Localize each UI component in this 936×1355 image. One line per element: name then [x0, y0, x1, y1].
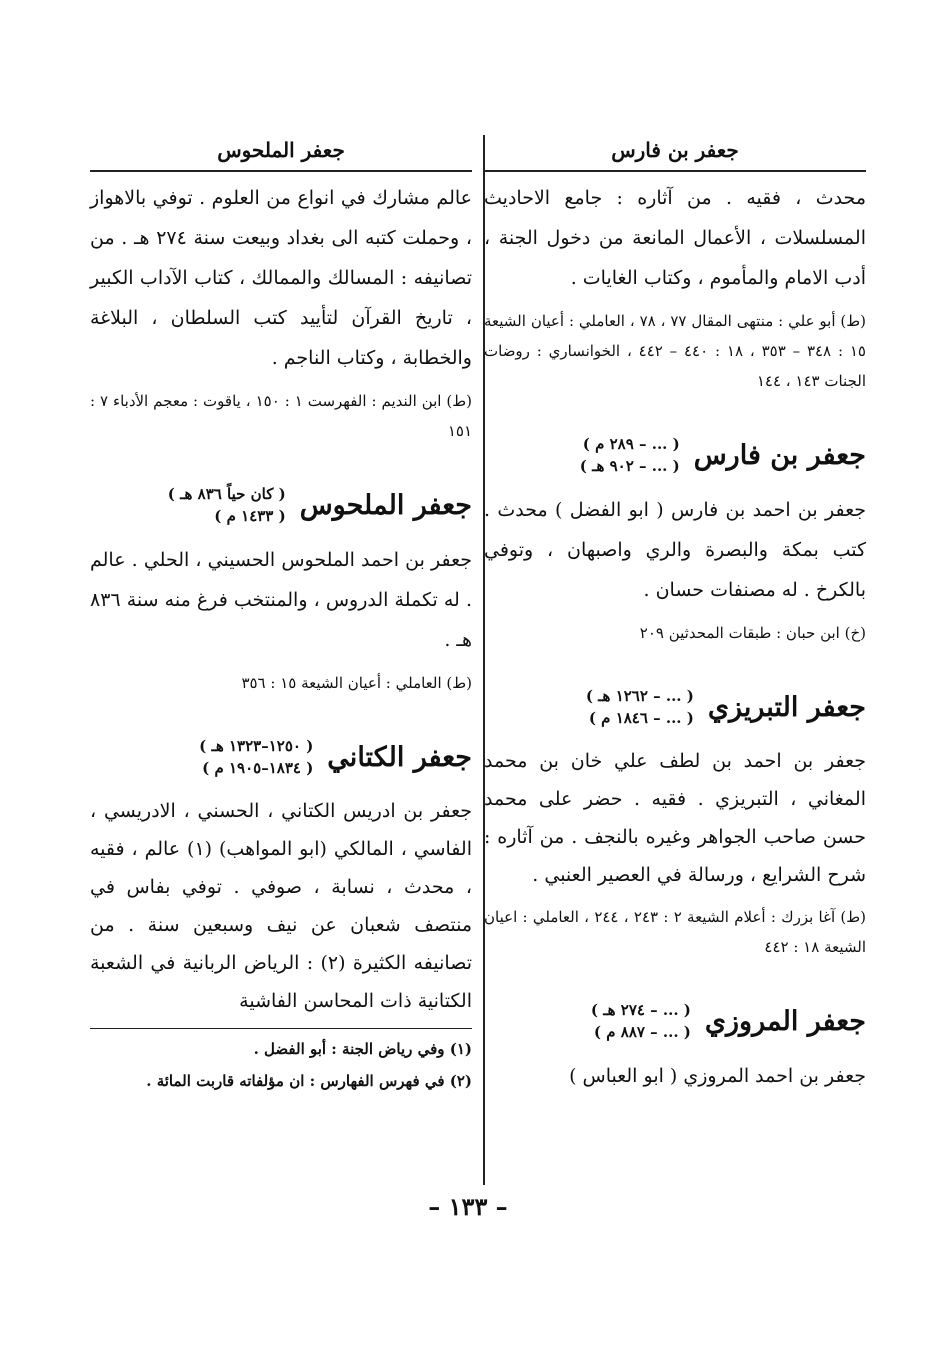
footnote: (١) وفي رياض الجنة : أبو الفضل . — [253, 1040, 472, 1058]
left-continuation-ref: (ط) ابن النديم : الفهرست ١ : ١٥٠ ، ياقوت : معجم الأدباء ٧ : ١٥١ — [90, 392, 472, 440]
right-continuation-text: محدث ، فقيه . من آثاره : جامع الاحاديث المسلسلات ، الأعمال المانعة من دخول الجنة ، أدب الامام والمأموم ، وكتاب الغايات . — [484, 187, 866, 289]
right-continuation-ref: (ط) أبو علي : منتهى المقال ٧٧ ، ٧٨ ، العاملي : أعيان الشيعة ١٥ : ٣٤٨ – ٣٥٣ ، ١٨ : ٤٤٠ – ٤٤٢ ، الخوانساري : روضات الجنات ١٤٣ ، ١٤٤ — [484, 312, 866, 390]
right-running-header: جعفر بن فارس — [484, 130, 866, 172]
entry-date-line: ( ١٢٥٠–١٣٢٣ هـ ) — [199, 737, 314, 755]
entry-heading — [90, 474, 472, 536]
entry-jafar-malhus — [90, 474, 472, 698]
right-column — [484, 130, 866, 1096]
entry-dates — [586, 685, 694, 729]
left-continuation-text: عالم مشارك في انواع من العلوم . توفي بالاهواز ، وحملت كتبه الى بغداد وبيعت سنة ٢٧٤ هـ . من تصانيفه : المسالك والممالك ، كتاب الآداب الكبير ، تاريخ القرآن لتأييد كتب السلطان ، البلاغة والخطابة ، وكتاب الناجم . — [90, 187, 472, 369]
entry-text: جعفر بن احمد بن لطف علي خان بن محمد المغاني ، التبريزي . فقيه . حضر على محمد حسن صاحب الجواهر وغيره بالنجف . من آثاره : شرح الشرايع ، ورسالة في العصير العنبي . — [484, 750, 866, 886]
left-running-header: جعفر الملحوس — [90, 130, 472, 172]
entry-date-line: ( ... – ٢٧٤ هـ ) — [590, 1001, 691, 1019]
entry-heading — [484, 990, 866, 1052]
entry-name: جعفر المروزي — [704, 1005, 866, 1037]
entry-jafar-ibn-faris — [484, 424, 866, 648]
entry-text: جعفر بن احمد بن فارس ( ابو الفضل ) محدث . كتب بمكة والبصرة والري واصبهان ، وتوفي بالكرخ . له مصنفات حسان . — [484, 499, 866, 601]
entry-dates — [591, 999, 691, 1043]
entry-name: جعفر بن فارس — [693, 439, 866, 471]
entry-date-line: ( ... – ١٢٦٢ هـ ) — [585, 687, 694, 705]
entry-date-line: ( ... – ٢٨٩ م ) — [582, 435, 680, 453]
footnotes — [90, 1028, 472, 1097]
entry-text: جعفر بن احمد المروزي ( ابو العباس ) — [569, 1065, 866, 1087]
entry-date-line: ( ١٨٣٤–١٩٠٥ م ) — [202, 759, 314, 777]
entry-ref: (ط) العاملي : أعيان الشيعة ١٥ : ٣٥٦ — [241, 674, 472, 692]
entry-text: جعفر بن احمد الملحوس الحسيني ، الحلي . عالم . له تكملة الدروس ، والمنتخب فرغ منه سنة ٨٣٦ هـ . — [90, 549, 472, 651]
entry-date-line: ( ... – ٩٠٢ هـ ) — [579, 457, 680, 475]
entry-ref: (ط) آغا بزرك : أعلام الشيعة ٢ : ٢٤٣ ، ٢٤٤ ، العاملي : اعيان الشيعة ١٨ : ٤٤٢ — [484, 908, 866, 956]
entry-heading — [484, 424, 866, 486]
entry-date-line: ( كان حياً ٨٣٦ هـ ) — [167, 485, 286, 503]
entry-jafar-marwazi — [484, 990, 866, 1096]
entry-name: جعفر التبريزي — [707, 691, 866, 723]
entry-date-line: ( ١٤٣٣ م ) — [214, 507, 286, 525]
entry-dates — [199, 735, 313, 779]
entry-date-line: ( ... – ٨٨٧ م ) — [593, 1023, 691, 1041]
entry-jafar-kattani — [90, 726, 472, 1020]
page-number: – ١٣٣ – — [428, 1192, 508, 1221]
entry-heading — [90, 726, 472, 788]
entry-jafar-tabrizi — [484, 676, 866, 962]
entry-dates — [580, 433, 680, 477]
left-column — [90, 130, 472, 1097]
entry-name: جعفر الكتاني — [327, 741, 472, 773]
entry-heading — [484, 676, 866, 738]
entry-ref: (خ) ابن حبان : طبقات المحدثين ٢٠٩ — [639, 624, 866, 642]
footnote: (٢) في فهرس الفهارس : ان مؤلفاته قاربت المائة . — [146, 1072, 472, 1090]
entry-dates — [168, 483, 286, 527]
entry-name: جعفر الملحوس — [299, 489, 472, 521]
entry-text: جعفر بن ادريس الكتاني ، الحسني ، الادريسي ، الفاسي ، المالكي (ابو المواهب) (١) عالم ، فقيه ، محدث ، نسابة ، صوفي . توفي بفاس في منتصف شعبان عن نيف وسبعين سنة . من تصانيفه الكثيرة (٢) : الرياض الربانية في الشعبة الكتانية ذات المحاسن الفاشية — [90, 800, 472, 1012]
entry-date-line: ( ... – ١٨٤٦ م ) — [588, 709, 694, 727]
